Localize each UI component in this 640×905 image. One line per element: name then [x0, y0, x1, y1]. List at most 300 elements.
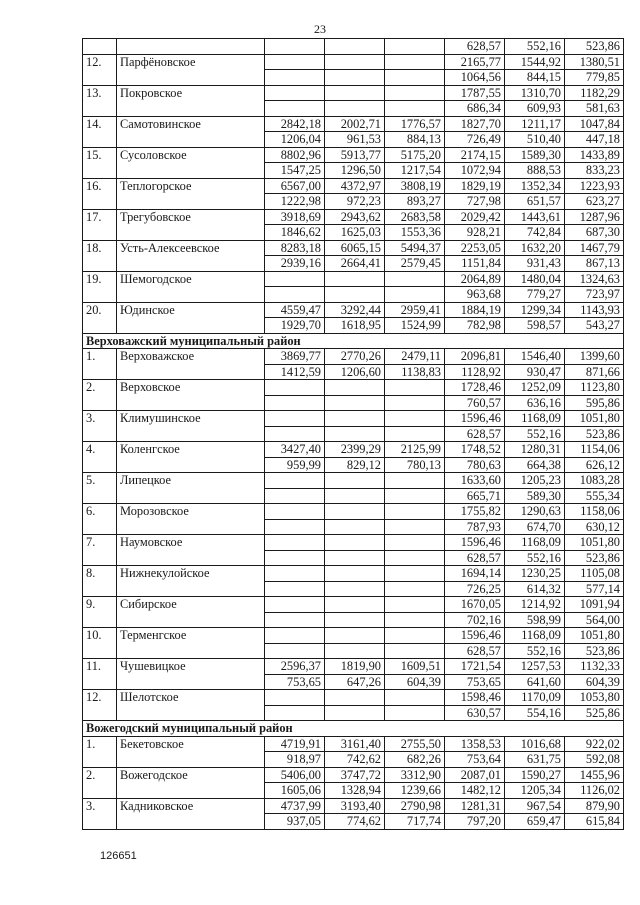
- value-cell: 1051,80: [565, 535, 624, 551]
- table-row: [83, 442, 624, 458]
- value-cell: 726,49: [445, 132, 505, 148]
- value-cell: [385, 581, 445, 597]
- section-row: [83, 333, 624, 349]
- settlement-name: Шелотское: [117, 690, 265, 721]
- value-cell: 1168,09: [505, 628, 565, 644]
- value-cell: 626,12: [565, 457, 624, 473]
- value-cell: 6065,15: [325, 240, 385, 256]
- table-row: [83, 473, 624, 489]
- value-cell: 2399,29: [325, 442, 385, 458]
- value-cell: [385, 566, 445, 582]
- value-cell: 687,30: [565, 225, 624, 241]
- table-row: [83, 535, 624, 551]
- value-cell: 682,26: [385, 752, 445, 768]
- settlement-name: Вожегодское: [117, 767, 265, 798]
- table-row: [83, 798, 624, 814]
- value-cell: [265, 566, 325, 582]
- value-cell: 717,74: [385, 814, 445, 830]
- value-cell: 1223,93: [565, 178, 624, 194]
- value-cell: 5175,20: [385, 147, 445, 163]
- value-cell: 623,27: [565, 194, 624, 210]
- value-cell: 1299,34: [505, 302, 565, 318]
- value-cell: 1143,93: [565, 302, 624, 318]
- value-cell: 615,84: [565, 814, 624, 830]
- value-cell: [265, 581, 325, 597]
- value-cell: 1280,31: [505, 442, 565, 458]
- table-row: [83, 116, 624, 132]
- value-cell: [265, 628, 325, 644]
- value-cell: [265, 690, 325, 706]
- value-cell: [265, 271, 325, 287]
- value-cell: [325, 566, 385, 582]
- value-cell: 609,93: [505, 101, 565, 117]
- value-cell: 674,70: [505, 519, 565, 535]
- row-number: 3.: [83, 411, 117, 442]
- value-cell: [385, 643, 445, 659]
- row-number: 1.: [83, 349, 117, 380]
- value-cell: 961,53: [325, 132, 385, 148]
- table-row: [83, 690, 624, 706]
- value-cell: 589,30: [505, 488, 565, 504]
- document-code: 126651: [100, 850, 137, 862]
- value-cell: 1399,60: [565, 349, 624, 365]
- value-cell: 1380,51: [565, 54, 624, 70]
- value-cell: [265, 504, 325, 520]
- value-cell: [265, 535, 325, 551]
- value-cell: 959,99: [265, 457, 325, 473]
- settlement-name: Сусоловское: [117, 147, 265, 178]
- value-cell: 525,86: [565, 705, 624, 721]
- value-cell: 595,86: [565, 395, 624, 411]
- value-cell: [385, 628, 445, 644]
- value-cell: 780,13: [385, 457, 445, 473]
- value-cell: 779,85: [565, 70, 624, 86]
- row-number: 20.: [83, 302, 117, 333]
- settlement-name: Климушинское: [117, 411, 265, 442]
- value-cell: 727,98: [445, 194, 505, 210]
- value-cell: 937,05: [265, 814, 325, 830]
- value-cell: 967,54: [505, 798, 565, 814]
- value-cell: 1596,46: [445, 628, 505, 644]
- value-cell: 3869,77: [265, 349, 325, 365]
- value-cell: 598,99: [505, 612, 565, 628]
- table-row: [83, 411, 624, 427]
- value-cell: 3193,40: [325, 798, 385, 814]
- table-row: [83, 736, 624, 752]
- table-row: [83, 147, 624, 163]
- table-row: [83, 271, 624, 287]
- value-cell: 1252,09: [505, 380, 565, 396]
- value-cell: 1239,66: [385, 783, 445, 799]
- table-row: [83, 349, 624, 365]
- row-number: 19.: [83, 271, 117, 302]
- row-number: 6.: [83, 504, 117, 535]
- value-cell: 641,60: [505, 674, 565, 690]
- value-cell: [265, 488, 325, 504]
- value-cell: [325, 271, 385, 287]
- value-cell: [325, 643, 385, 659]
- value-cell: 5913,77: [325, 147, 385, 163]
- value-cell: 1632,20: [505, 240, 565, 256]
- value-cell: 523,86: [565, 39, 624, 55]
- value-cell: [265, 612, 325, 628]
- value-cell: 1047,84: [565, 116, 624, 132]
- value-cell: 659,47: [505, 814, 565, 830]
- value-cell: 1721,54: [445, 659, 505, 675]
- value-cell: [325, 39, 385, 55]
- value-cell: 665,71: [445, 488, 505, 504]
- value-cell: [385, 426, 445, 442]
- value-cell: 1787,55: [445, 85, 505, 101]
- value-cell: 3747,72: [325, 767, 385, 783]
- value-cell: 1324,63: [565, 271, 624, 287]
- row-number: 11.: [83, 659, 117, 690]
- value-cell: 4559,47: [265, 302, 325, 318]
- value-cell: 2959,41: [385, 302, 445, 318]
- value-cell: 782,98: [445, 318, 505, 334]
- value-cell: 3312,90: [385, 767, 445, 783]
- value-cell: 963,68: [445, 287, 505, 303]
- value-cell: 1072,94: [445, 163, 505, 179]
- value-cell: 2664,41: [325, 256, 385, 272]
- value-cell: 2683,58: [385, 209, 445, 225]
- value-cell: [325, 54, 385, 70]
- value-cell: 774,62: [325, 814, 385, 830]
- value-cell: [325, 705, 385, 721]
- value-cell: 5406,00: [265, 767, 325, 783]
- settlement-name: Чушевицкое: [117, 659, 265, 690]
- value-cell: 742,84: [505, 225, 565, 241]
- settlement-name: Самотовинское: [117, 116, 265, 147]
- value-cell: 2943,62: [325, 209, 385, 225]
- value-cell: 1455,96: [565, 767, 624, 783]
- settlement-name: Терменгское: [117, 628, 265, 659]
- value-cell: 1884,19: [445, 302, 505, 318]
- settlement-name: Шемогодское: [117, 271, 265, 302]
- value-cell: 1480,04: [505, 271, 565, 287]
- value-cell: 552,16: [505, 39, 565, 55]
- value-cell: 1064,56: [445, 70, 505, 86]
- value-cell: [385, 70, 445, 86]
- row-number: 12.: [83, 690, 117, 721]
- value-cell: 631,75: [505, 752, 565, 768]
- value-cell: [265, 597, 325, 613]
- value-cell: 510,40: [505, 132, 565, 148]
- value-cell: [265, 643, 325, 659]
- table-row: [83, 504, 624, 520]
- value-cell: 3427,40: [265, 442, 325, 458]
- value-cell: 1132,33: [565, 659, 624, 675]
- value-cell: 726,25: [445, 581, 505, 597]
- value-cell: 686,34: [445, 101, 505, 117]
- value-cell: 1168,09: [505, 411, 565, 427]
- value-cell: [385, 101, 445, 117]
- value-cell: 8802,96: [265, 147, 325, 163]
- value-cell: 884,13: [385, 132, 445, 148]
- row-number: 4.: [83, 442, 117, 473]
- value-cell: 4372,97: [325, 178, 385, 194]
- value-cell: 1846,62: [265, 225, 325, 241]
- value-cell: 1126,02: [565, 783, 624, 799]
- table-row: [83, 767, 624, 783]
- value-cell: 581,63: [565, 101, 624, 117]
- value-cell: 3161,40: [325, 736, 385, 752]
- row-number: 2.: [83, 380, 117, 411]
- value-cell: 8283,18: [265, 240, 325, 256]
- value-cell: [385, 39, 445, 55]
- value-cell: [265, 101, 325, 117]
- value-cell: 628,57: [445, 39, 505, 55]
- page-number: 23: [314, 22, 326, 36]
- value-cell: 1083,28: [565, 473, 624, 489]
- value-cell: 1053,80: [565, 690, 624, 706]
- value-cell: 1206,04: [265, 132, 325, 148]
- value-cell: [325, 550, 385, 566]
- value-cell: [265, 550, 325, 566]
- value-cell: [265, 54, 325, 70]
- value-cell: [265, 705, 325, 721]
- value-cell: [325, 473, 385, 489]
- value-cell: 1154,06: [565, 442, 624, 458]
- value-cell: 1596,46: [445, 411, 505, 427]
- value-cell: 1827,70: [445, 116, 505, 132]
- settlement-name: Покровское: [117, 85, 265, 116]
- value-cell: [265, 473, 325, 489]
- value-cell: 1482,12: [445, 783, 505, 799]
- value-cell: 2790,98: [385, 798, 445, 814]
- value-cell: 3292,44: [325, 302, 385, 318]
- value-cell: [325, 101, 385, 117]
- value-cell: 2125,99: [385, 442, 445, 458]
- row-number: 8.: [83, 566, 117, 597]
- row-number: 18.: [83, 240, 117, 271]
- value-cell: 930,47: [505, 364, 565, 380]
- value-cell: 2002,71: [325, 116, 385, 132]
- value-cell: 893,27: [385, 194, 445, 210]
- row-number: 17.: [83, 209, 117, 240]
- value-cell: 1287,96: [565, 209, 624, 225]
- value-cell: [265, 380, 325, 396]
- value-cell: 2939,16: [265, 256, 325, 272]
- value-cell: 628,57: [445, 643, 505, 659]
- value-cell: 918,97: [265, 752, 325, 768]
- value-cell: [265, 287, 325, 303]
- value-cell: 1590,27: [505, 767, 565, 783]
- value-cell: 552,16: [505, 426, 565, 442]
- value-cell: 5494,37: [385, 240, 445, 256]
- value-cell: 1123,80: [565, 380, 624, 396]
- value-cell: 4719,91: [265, 736, 325, 752]
- value-cell: [325, 395, 385, 411]
- table-row: [83, 659, 624, 675]
- row-number: 12.: [83, 54, 117, 85]
- value-cell: [385, 85, 445, 101]
- value-cell: 1412,59: [265, 364, 325, 380]
- value-cell: [325, 380, 385, 396]
- settlement-name: Верховажское: [117, 349, 265, 380]
- value-cell: [385, 535, 445, 551]
- settlement-name: Теплогорское: [117, 178, 265, 209]
- value-cell: [385, 488, 445, 504]
- value-cell: [265, 395, 325, 411]
- value-cell: [385, 54, 445, 70]
- value-cell: 1467,79: [565, 240, 624, 256]
- row-number: [83, 39, 117, 55]
- value-cell: 1138,83: [385, 364, 445, 380]
- value-cell: 1290,63: [505, 504, 565, 520]
- value-cell: 780,63: [445, 457, 505, 473]
- value-cell: 1214,92: [505, 597, 565, 613]
- value-cell: 2479,11: [385, 349, 445, 365]
- value-cell: 1257,53: [505, 659, 565, 675]
- settlement-name: [117, 39, 265, 55]
- value-cell: [325, 628, 385, 644]
- value-cell: [385, 705, 445, 721]
- table-row: [83, 178, 624, 194]
- value-cell: [265, 70, 325, 86]
- table-row: [83, 240, 624, 256]
- value-cell: [325, 597, 385, 613]
- value-cell: 1205,23: [505, 473, 565, 489]
- value-cell: 1524,99: [385, 318, 445, 334]
- value-cell: [325, 504, 385, 520]
- table-body: [83, 39, 624, 830]
- value-cell: 614,32: [505, 581, 565, 597]
- settlement-name: Бекетовское: [117, 736, 265, 767]
- value-cell: 1170,09: [505, 690, 565, 706]
- value-cell: 1151,84: [445, 256, 505, 272]
- value-cell: [385, 519, 445, 535]
- settlement-name: Нижнекулойское: [117, 566, 265, 597]
- value-cell: [385, 473, 445, 489]
- value-cell: [265, 426, 325, 442]
- value-cell: 1633,60: [445, 473, 505, 489]
- value-cell: 1281,31: [445, 798, 505, 814]
- value-cell: 753,65: [445, 674, 505, 690]
- value-cell: 779,27: [505, 287, 565, 303]
- value-cell: 1755,82: [445, 504, 505, 520]
- value-cell: 1596,46: [445, 535, 505, 551]
- value-cell: 604,39: [385, 674, 445, 690]
- value-cell: 592,08: [565, 752, 624, 768]
- value-cell: 1598,46: [445, 690, 505, 706]
- value-cell: 1625,03: [325, 225, 385, 241]
- value-cell: 1433,89: [565, 147, 624, 163]
- value-cell: 760,57: [445, 395, 505, 411]
- value-cell: 2096,81: [445, 349, 505, 365]
- value-cell: [385, 597, 445, 613]
- value-cell: 3918,69: [265, 209, 325, 225]
- value-cell: 844,15: [505, 70, 565, 86]
- row-number: 15.: [83, 147, 117, 178]
- value-cell: [325, 85, 385, 101]
- value-cell: [385, 550, 445, 566]
- value-cell: 1211,17: [505, 116, 565, 132]
- value-cell: 2029,42: [445, 209, 505, 225]
- value-cell: 1205,34: [505, 783, 565, 799]
- value-cell: 552,16: [505, 550, 565, 566]
- row-number: 14.: [83, 116, 117, 147]
- row-number: 13.: [83, 85, 117, 116]
- value-cell: 1443,61: [505, 209, 565, 225]
- settlement-name: Юдинское: [117, 302, 265, 333]
- value-cell: 523,86: [565, 426, 624, 442]
- value-cell: 871,66: [565, 364, 624, 380]
- value-cell: 888,53: [505, 163, 565, 179]
- value-cell: 1728,46: [445, 380, 505, 396]
- value-cell: 598,57: [505, 318, 565, 334]
- value-cell: 922,02: [565, 736, 624, 752]
- value-cell: 867,13: [565, 256, 624, 272]
- value-cell: [385, 411, 445, 427]
- value-cell: 552,16: [505, 643, 565, 659]
- settlement-name: Кадниковское: [117, 798, 265, 829]
- section-row: [83, 721, 624, 737]
- row-number: 5.: [83, 473, 117, 504]
- value-cell: 636,16: [505, 395, 565, 411]
- settlement-name: Липецкое: [117, 473, 265, 504]
- table-row: [83, 85, 624, 101]
- value-cell: [325, 690, 385, 706]
- value-cell: 1206,60: [325, 364, 385, 380]
- value-cell: 753,65: [265, 674, 325, 690]
- value-cell: [265, 411, 325, 427]
- value-cell: 630,12: [565, 519, 624, 535]
- value-cell: 723,97: [565, 287, 624, 303]
- value-cell: 628,57: [445, 426, 505, 442]
- value-cell: 1553,36: [385, 225, 445, 241]
- row-number: 7.: [83, 535, 117, 566]
- value-cell: 829,12: [325, 457, 385, 473]
- value-cell: [265, 39, 325, 55]
- value-cell: 1829,19: [445, 178, 505, 194]
- value-cell: 742,62: [325, 752, 385, 768]
- value-cell: [325, 535, 385, 551]
- value-cell: 1547,25: [265, 163, 325, 179]
- settlement-name: Верховское: [117, 380, 265, 411]
- value-cell: 833,23: [565, 163, 624, 179]
- settlement-name: Морозовское: [117, 504, 265, 535]
- value-cell: 604,39: [565, 674, 624, 690]
- settlement-name: Трегубовское: [117, 209, 265, 240]
- value-cell: 1618,95: [325, 318, 385, 334]
- table-row: [83, 628, 624, 644]
- value-cell: 2174,15: [445, 147, 505, 163]
- value-cell: 928,21: [445, 225, 505, 241]
- value-cell: 1128,92: [445, 364, 505, 380]
- value-cell: [325, 581, 385, 597]
- row-number: 9.: [83, 597, 117, 628]
- value-cell: 554,16: [505, 705, 565, 721]
- value-cell: 1091,94: [565, 597, 624, 613]
- value-cell: 2087,01: [445, 767, 505, 783]
- value-cell: [325, 426, 385, 442]
- table-row: [83, 380, 624, 396]
- settlement-name: Наумовское: [117, 535, 265, 566]
- value-cell: 1776,57: [385, 116, 445, 132]
- value-cell: 1605,06: [265, 783, 325, 799]
- value-cell: [385, 395, 445, 411]
- value-cell: 1352,34: [505, 178, 565, 194]
- value-cell: 555,34: [565, 488, 624, 504]
- value-cell: [385, 380, 445, 396]
- settlement-name: Усть-Алексеевское: [117, 240, 265, 271]
- value-cell: 1158,06: [565, 504, 624, 520]
- value-cell: 702,16: [445, 612, 505, 628]
- value-cell: [385, 690, 445, 706]
- value-cell: 1168,09: [505, 535, 565, 551]
- value-cell: 1016,68: [505, 736, 565, 752]
